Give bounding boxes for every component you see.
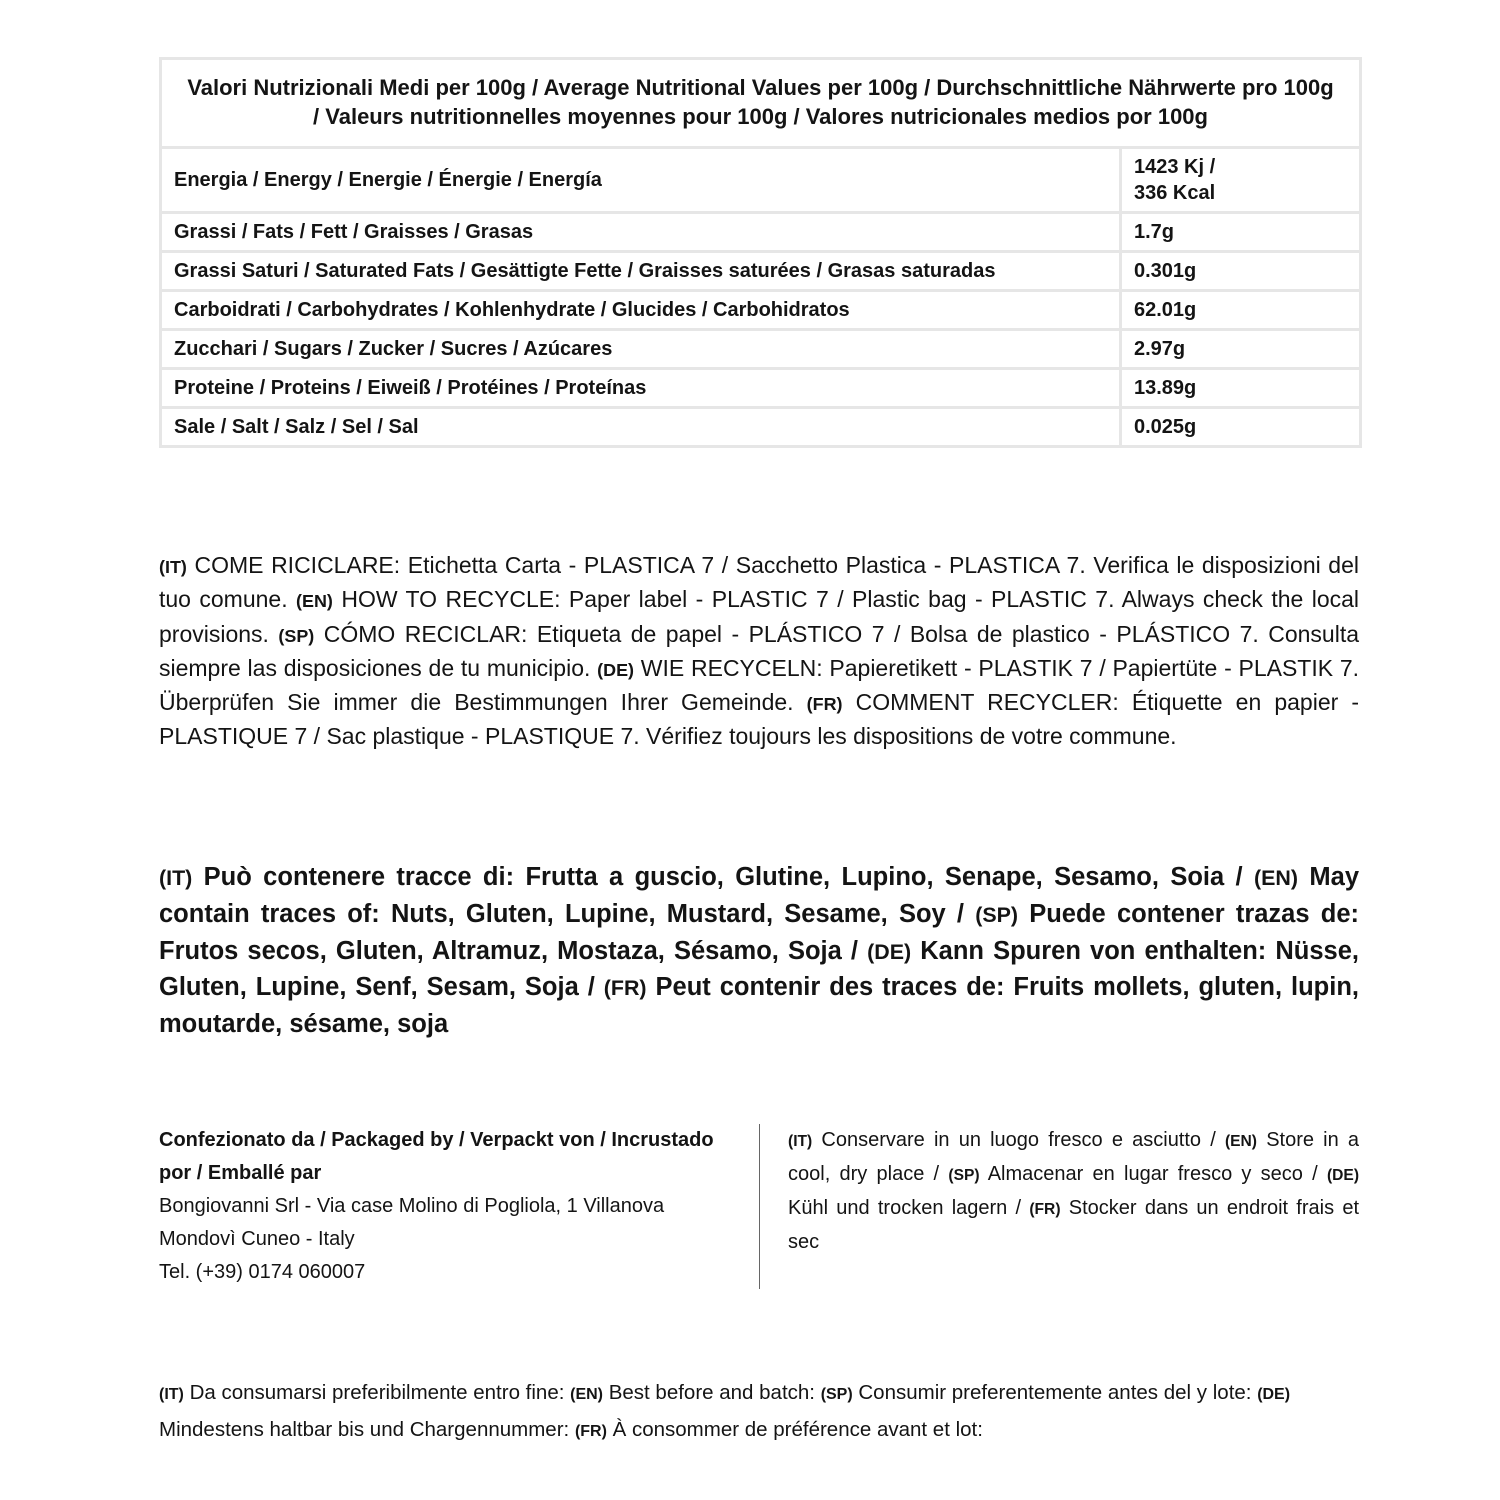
recycle-text-sp: CÓMO RECICLAR: Etiqueta de papel - PLÁSTICO 7 / Bolsa de plastico - PLÁSTICO 7. Consulta siempre las disposiciones de tu municipio. xyxy=(159,620,1360,681)
bestbefore-text-en: Best before and batch: xyxy=(608,1381,815,1404)
lang-tag-sp: (SP) xyxy=(975,902,1019,927)
lang-tag-fr: (FR) xyxy=(574,1423,607,1440)
lang-tag-it: (IT) xyxy=(159,866,193,890)
recycle-text-de: WIE RECYCELN: Papieretikett - PLASTIK 7 / Papiertüte - PLASTIK 7. Überprüfen Sie immer die Bestimmungen Ihrer Gemeinde. xyxy=(159,654,1360,716)
nutrient-label: Proteine / Proteins / Eiweiß / Protéines / Proteínas xyxy=(161,369,1121,408)
nutrition-table xyxy=(159,57,1362,448)
allergen-text-it: Può contenere tracce di: Frutta a guscio, Glutine, Lupino, Senape, Sesamo, Soia / xyxy=(203,863,1243,891)
storage-instructions xyxy=(788,1124,1359,1259)
packager-phone: Tel. (+39) 0174 060007 xyxy=(159,1261,366,1283)
storage-text-en: Store in a cool, dry place / xyxy=(788,1129,1360,1185)
packager-label: Confezionato da / Packaged by / Verpackt von / Incrustado por / Emballé par xyxy=(159,1129,714,1184)
lang-tag-it: (IT) xyxy=(159,1386,184,1403)
lang-tag-de: (DE) xyxy=(1326,1167,1360,1184)
lang-tag-it: (IT) xyxy=(159,557,187,577)
allergen-text-de: Kann Spuren von enthalten: Nüsse, Gluten, Lupine, Senf, Sesam, Soja / xyxy=(159,936,1359,1002)
recycling-instructions xyxy=(159,549,1359,753)
column-divider xyxy=(759,1124,760,1289)
nutrient-label: Carboidrati / Carbohydrates / Kohlenhydrate / Glucides / Carbohidratos xyxy=(161,291,1121,330)
nutrient-value: 2.97g xyxy=(1121,330,1361,369)
lang-tag-de: (DE) xyxy=(867,939,912,964)
energy-kcal: 336 Kcal xyxy=(1134,182,1216,204)
nutrition-row-fats xyxy=(161,213,1361,252)
lang-tag-en: (EN) xyxy=(1224,1133,1258,1150)
lang-tag-de: (DE) xyxy=(1257,1386,1291,1403)
nutrient-value: 13.89g xyxy=(1121,369,1361,408)
nutrition-row-sugars xyxy=(161,330,1361,369)
nutrient-value: 1.7g xyxy=(1121,213,1361,252)
lang-tag-sp: (SP) xyxy=(948,1167,980,1184)
nutrient-label: Grassi / Fats / Fett / Graisses / Grasas xyxy=(161,213,1121,252)
lang-tag-it: (IT) xyxy=(788,1133,813,1150)
lang-tag-fr: (FR) xyxy=(603,976,647,1001)
recycle-text-en: HOW TO RECYCLE: Paper label - PLASTIC 7 / Plastic bag - PLASTIC 7. Always check the local provisions. xyxy=(159,586,1360,647)
recycle-text-it: COME RICICLARE: Etichetta Carta - PLASTICA 7 / Sacchetto Plastica - PLASTICA 7. Verifica le disposizioni del tuo comune. xyxy=(159,552,1359,613)
packager-info xyxy=(159,1124,734,1289)
allergen-text-en: May contain traces of: Nuts, Gluten, Lupine, Mustard, Sesame, Soy / xyxy=(159,863,1359,928)
allergen-text-fr: Peut contenir des traces de: Fruits mollets, gluten, lupin, moutarde, sésame, soja xyxy=(159,973,1359,1039)
lang-tag-sp: (SP) xyxy=(278,625,315,646)
lang-tag-fr: (FR) xyxy=(806,694,843,715)
nutrition-row-carbohydrates xyxy=(161,291,1361,330)
bestbefore-text-sp: Consumir preferentemente antes del y lote: xyxy=(858,1381,1252,1404)
recycle-text-fr: COMMENT RECYCLER: Étiquette en papier - PLASTIQUE 7 / Sac plastique - PLASTIQUE 7. Vérifiez toujours les dispositions de votre commune. xyxy=(159,689,1360,750)
lang-tag-en: (EN) xyxy=(296,591,333,612)
lang-tag-en: (EN) xyxy=(570,1386,603,1403)
bestbefore-text-it: Da consumarsi preferibilmente entro fine: xyxy=(189,1381,565,1404)
storage-text-de: Kühl und trocken lagern / xyxy=(788,1197,1022,1219)
allergen-text-sp: Puede contener trazas de: Frutos secos, Gluten, Altramuz, Mostaza, Sésamo, Soja / xyxy=(159,899,1359,965)
lang-tag-fr: (FR) xyxy=(1029,1201,1061,1218)
bestbefore-text-fr: À consommer de préférence avant et lot: xyxy=(612,1418,983,1441)
nutrition-heading-row xyxy=(161,59,1361,148)
nutrient-label: Grassi Saturi / Saturated Fats / Gesättigte Fette / Graisses saturées / Grasas saturadas xyxy=(161,252,1121,291)
lang-tag-de: (DE) xyxy=(597,659,635,680)
nutrient-label: Sale / Salt / Salz / Sel / Sal xyxy=(161,408,1121,447)
nutrient-label: Energia / Energy / Energie / Énergie / Energía xyxy=(161,148,1121,213)
storage-text-it: Conservare in un luogo fresco e asciutto / xyxy=(821,1129,1216,1151)
nutrient-value: 62.01g xyxy=(1121,291,1361,330)
lang-tag-sp: (SP) xyxy=(820,1386,853,1403)
best-before-info xyxy=(159,1375,1359,1449)
nutrition-row-salt xyxy=(161,408,1361,447)
bestbefore-text-de: Mindestens haltbar bis und Chargennummer: xyxy=(159,1418,570,1441)
nutrition-row-saturated-fats xyxy=(161,252,1361,291)
storage-text-fr: Stocker dans un endroit frais et sec xyxy=(788,1197,1359,1253)
nutrient-value: 0.301g xyxy=(1121,252,1361,291)
nutrient-label: Zucchari / Sugars / Zucker / Sucres / Azúcares xyxy=(161,330,1121,369)
nutrient-value xyxy=(1121,148,1361,213)
nutrition-row-energy xyxy=(161,148,1361,213)
nutrition-row-proteins xyxy=(161,369,1361,408)
lang-tag-en: (EN) xyxy=(1254,866,1299,890)
nutrient-value: 0.025g xyxy=(1121,408,1361,447)
packager-company: Bongiovanni Srl - Via case Molino di Pogliola, 1 Villanova Mondovì Cuneo - Italy xyxy=(159,1195,665,1250)
allergen-warning xyxy=(159,860,1359,1043)
energy-kj: 1423 Kj / xyxy=(1134,156,1216,178)
nutrition-heading: Valori Nutrizionali Medi per 100g / Average Nutritional Values per 100g / Durchschnittliche Nährwerte pro 100g / Valeurs nutritionnelles moyennes pour 100g / Valores nutricionales medios por 100g xyxy=(161,59,1361,148)
storage-text-sp: Almacenar en lugar fresco y seco / xyxy=(987,1163,1318,1185)
